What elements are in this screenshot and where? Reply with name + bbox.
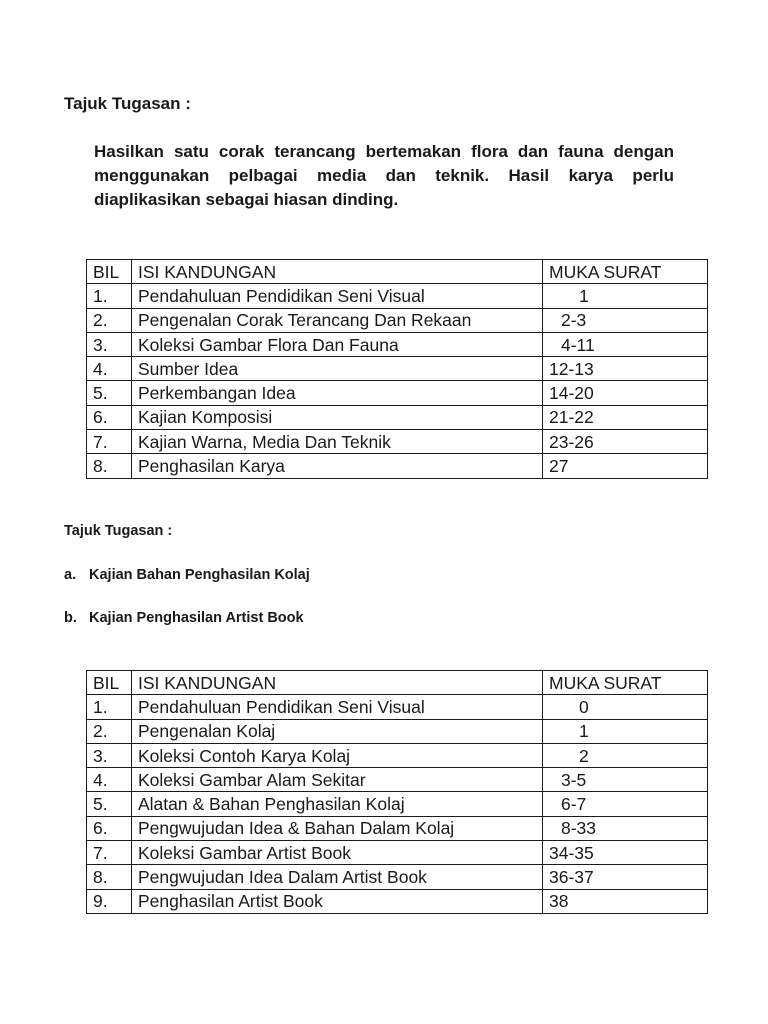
header-isi-kandungan: ISI KANDUNGAN [132,260,543,284]
row-number: 3. [87,743,132,767]
table-row [87,284,708,308]
table-row [87,405,708,429]
row-number: 7. [87,430,132,454]
row-content: Penghasilan Artist Book [132,889,543,913]
row-number: 3. [87,332,132,356]
table-row [87,430,708,454]
row-content: Alatan & Bahan Penghasilan Kolaj [132,792,543,816]
task-description: Hasilkan satu corak terancang bertemakan flora dan fauna dengan menggunakan pelbagai media dan teknik. Hasil karya perlu diaplikasikan sebagai hiasan dinding. [94,142,674,209]
task-item-text: Kajian Penghasilan Artist Book [89,610,304,626]
table-row [87,381,708,405]
header-muka-surat: MUKA SURAT [543,671,708,695]
toc-table-1 [86,259,708,479]
row-number: 1. [87,695,132,719]
table-row [87,889,708,913]
row-page-value: 0 [579,696,589,717]
table-row [87,865,708,889]
row-page-value: 2-3 [561,310,587,331]
row-page-value: 1 [579,721,589,742]
row-page [543,768,708,792]
row-page [543,792,708,816]
row-page: 23-26 [543,430,708,454]
row-page: 21-22 [543,405,708,429]
table-header-row [87,671,708,695]
row-content: Koleksi Gambar Flora Dan Fauna [132,332,543,356]
table-row [87,695,708,719]
task-item-marker: b. [64,610,77,626]
row-page: 34-35 [543,841,708,865]
row-number: 2. [87,719,132,743]
row-number: 5. [87,381,132,405]
task-item-a [64,567,310,583]
row-page [543,743,708,767]
row-page-value: 3-5 [561,769,587,790]
row-content: Koleksi Contoh Karya Kolaj [132,743,543,767]
row-number: 6. [87,816,132,840]
task-item-b [64,610,304,626]
row-content: Kajian Komposisi [132,405,543,429]
row-page: 27 [543,454,708,478]
toc-table-2 [86,670,708,914]
table-row [87,719,708,743]
table-row [87,308,708,332]
row-page [543,719,708,743]
row-page: 12-13 [543,357,708,381]
row-number: 2. [87,308,132,332]
header-muka-surat: MUKA SURAT [543,260,708,284]
row-page: 14-20 [543,381,708,405]
task-item-marker: a. [64,567,77,583]
row-content: Penghasilan Karya [132,454,543,478]
row-number: 6. [87,405,132,429]
row-content: Pengenalan Kolaj [132,719,543,743]
section2-heading: Tajuk Tugasan : [64,523,173,539]
row-number: 7. [87,841,132,865]
table-row [87,768,708,792]
task-item-text: Kajian Bahan Penghasilan Kolaj [89,567,310,583]
row-content: Sumber Idea [132,357,543,381]
row-content: Kajian Warna, Media Dan Teknik [132,430,543,454]
row-page [543,308,708,332]
row-content: Pengwujudan Idea Dalam Artist Book [132,865,543,889]
header-bil: BIL [87,260,132,284]
row-page-value: 4-11 [561,334,595,355]
row-content: Pengwujudan Idea & Bahan Dalam Kolaj [132,816,543,840]
row-number: 4. [87,768,132,792]
table-row [87,816,708,840]
table-row [87,841,708,865]
table-row [87,332,708,356]
row-page [543,816,708,840]
table-row [87,357,708,381]
row-number: 9. [87,889,132,913]
row-content: Koleksi Gambar Artist Book [132,841,543,865]
row-number: 8. [87,454,132,478]
row-content: Pendahuluan Pendidikan Seni Visual [132,284,543,308]
row-page-value: 8-33 [561,818,597,839]
header-isi-kandungan: ISI KANDUNGAN [132,671,543,695]
row-page: 38 [543,889,708,913]
row-page [543,695,708,719]
table-row [87,454,708,478]
row-content: Perkembangan Idea [132,381,543,405]
row-page [543,332,708,356]
row-number: 4. [87,357,132,381]
table-row [87,743,708,767]
row-content: Koleksi Gambar Alam Sekitar [132,768,543,792]
section1-heading: Tajuk Tugasan : [64,94,191,113]
row-number: 5. [87,792,132,816]
row-content: Pendahuluan Pendidikan Seni Visual [132,695,543,719]
row-page-value: 1 [579,285,589,306]
row-content: Pengenalan Corak Terancang Dan Rekaan [132,308,543,332]
header-bil: BIL [87,671,132,695]
row-number: 1. [87,284,132,308]
table-row [87,792,708,816]
row-page-value: 6-7 [561,794,587,815]
table-header-row [87,260,708,284]
row-page: 36-37 [543,865,708,889]
row-page [543,284,708,308]
row-page-value: 2 [579,745,589,766]
row-number: 8. [87,865,132,889]
